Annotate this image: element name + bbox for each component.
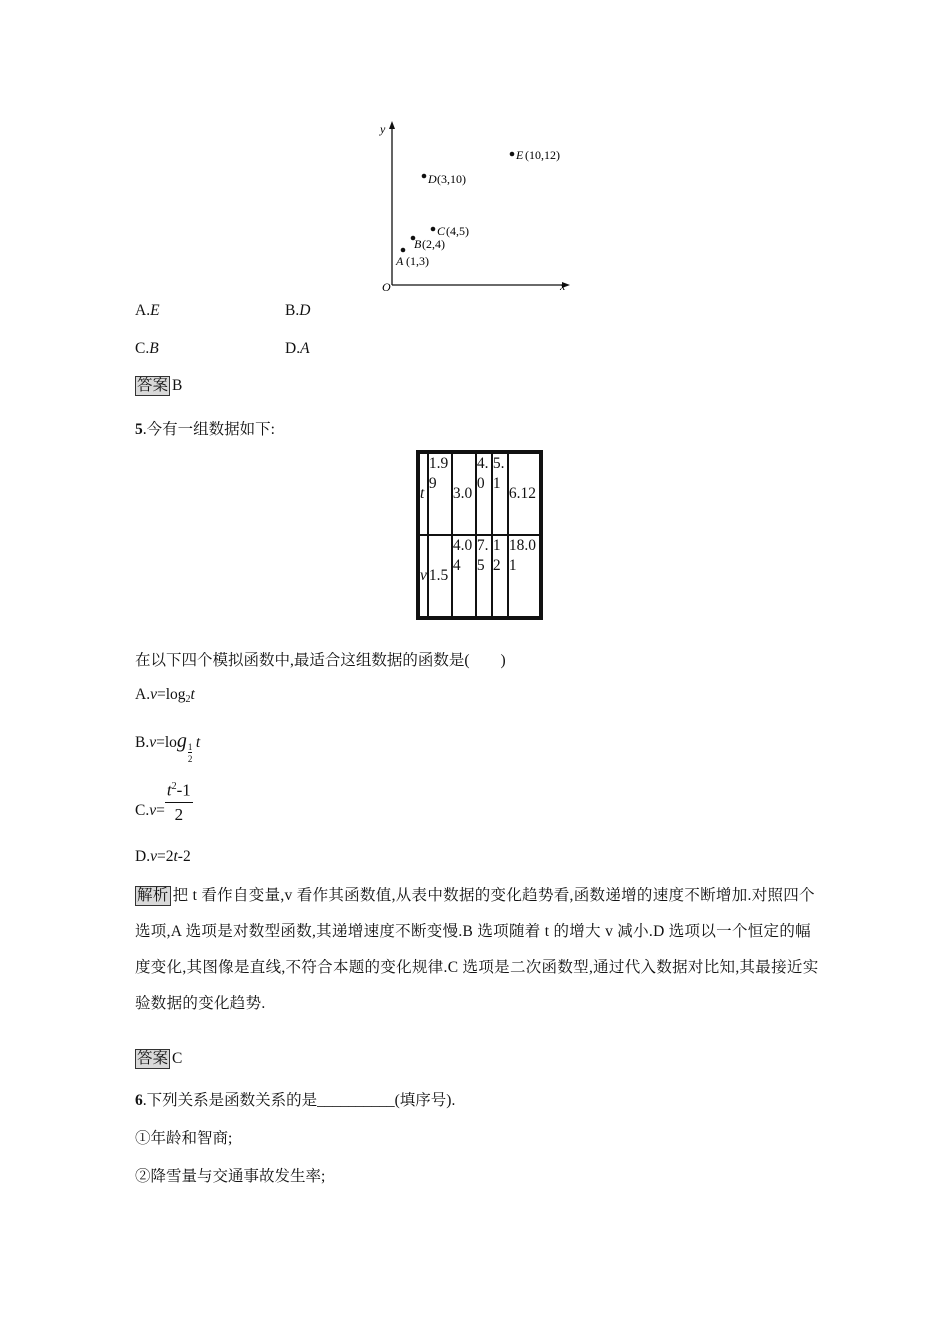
question-number: 6 <box>135 1092 143 1109</box>
table-cell: 4.0 <box>476 452 492 535</box>
point-a-name: A <box>396 254 404 268</box>
y-axis-arrow <box>389 121 395 129</box>
table-cell: 1.5 <box>428 535 452 618</box>
option-text: =2 <box>156 848 174 865</box>
q4-option-a <box>135 302 160 320</box>
q5-stem <box>135 417 275 439</box>
option-value: B <box>149 340 159 357</box>
q6-item-1: ①年龄和智商; <box>135 1130 233 1147</box>
option-letter: A. <box>135 686 151 703</box>
q4-answer <box>135 376 182 396</box>
option-letter: A. <box>135 302 151 319</box>
q5-answer <box>135 1049 182 1069</box>
table-cell: 3.0 <box>452 452 476 535</box>
var-v: v <box>150 686 157 703</box>
table-row <box>418 452 541 535</box>
log-base: 2 <box>185 694 191 705</box>
point-a-coords: (1,3) <box>406 254 429 268</box>
option-letter: C. <box>135 340 150 357</box>
option-letter: B. <box>135 734 150 751</box>
q5-question: 在以下四个模拟函数中,最适合这组数据的函数是( ) <box>135 652 506 669</box>
point-e-name: E <box>516 148 524 162</box>
numerator-rest: -1 <box>176 780 191 800</box>
q4-option-d <box>285 340 310 358</box>
q5-option-c <box>135 780 193 837</box>
table-row <box>418 535 541 618</box>
option-text-g: g <box>176 730 187 752</box>
option-value: A <box>300 340 310 357</box>
table-cell: 12 <box>492 535 508 618</box>
var-t: t <box>190 686 195 703</box>
answer-value: B <box>172 377 183 394</box>
q5-option-a <box>135 686 195 705</box>
origin-label: O <box>382 280 391 294</box>
table-cell: 4.04 <box>452 535 476 618</box>
option-text: =log <box>156 686 186 703</box>
var-t: t <box>195 734 201 751</box>
point-b-coords: (2,4) <box>422 237 445 251</box>
point-c-coords: (4,5) <box>446 224 469 238</box>
y-axis-label: y <box>380 122 386 136</box>
table-cell: v <box>418 535 428 618</box>
option-letter: D. <box>135 848 151 865</box>
fraction-numerator <box>165 776 193 803</box>
question-text: .今有一组数据如下: <box>142 421 275 438</box>
q4-option-b <box>285 302 310 320</box>
table-cell: t <box>418 452 428 535</box>
table-cell: 7.5 <box>476 535 492 618</box>
answer-tag: 答案 <box>137 377 169 394</box>
point-d-coords: (3,10) <box>437 172 466 186</box>
q6-stem <box>135 1088 455 1110</box>
q6-item-2: ②降雪量与交通事故发生率; <box>135 1168 326 1185</box>
fraction <box>165 776 193 827</box>
option-value: E <box>150 302 160 319</box>
table-cell: 6.12 <box>508 452 541 535</box>
data-table <box>416 450 543 620</box>
var-v: v <box>149 801 157 819</box>
point-e-coords: (10,12) <box>525 148 560 162</box>
question-text: .下列关系是函数关系的是__________(填序号). <box>142 1092 456 1109</box>
analysis-text: 把 t 看作自变量,v 看作其函数值,从表中数据的变化趋势看,函数递增的速度不断增加.对照四个选项,A 选项是对数型函数,其递增速度不断变慢.B 选项随着 t 的增大 v 减小.D 选项以一个恒定的幅度变化,其图像是直线,不符合本题的变化规律.C 选项是二次函数型,通过代入数据对比知,其最接近实验数据的变化趋势. <box>135 887 819 1012</box>
option-text: -2 <box>177 848 191 865</box>
q4-option-c <box>135 340 159 358</box>
point-c-name: C <box>437 224 446 238</box>
point-a <box>401 248 406 253</box>
point-b-name: B <box>414 237 422 251</box>
option-letter: D. <box>285 340 301 357</box>
q5-analysis <box>135 878 825 1022</box>
option-text: = <box>156 801 165 819</box>
var-v: v <box>149 734 157 751</box>
exponent: 2 <box>171 781 177 792</box>
option-letter: C. <box>135 801 150 819</box>
answer-tag: 答案 <box>137 1050 169 1067</box>
q5-option-b <box>135 730 201 764</box>
table-cell: 1.99 <box>428 452 452 535</box>
option-text: =lo <box>156 734 177 751</box>
table-cell: 18.01 <box>508 535 541 618</box>
fraction-denominator: 2 <box>174 804 184 824</box>
option-value: D <box>299 302 311 319</box>
q5-option-d <box>135 848 191 866</box>
point-d <box>422 174 427 179</box>
point-c <box>431 227 436 232</box>
answer-value: C <box>172 1050 183 1067</box>
var-t: t <box>166 780 172 800</box>
scatter-graph <box>370 115 580 295</box>
table-cell: 5.1 <box>492 452 508 535</box>
base-numerator: 1 <box>187 742 193 752</box>
x-axis-label: x <box>560 279 566 293</box>
option-letter: B. <box>285 302 300 319</box>
log-base-fraction <box>187 737 196 764</box>
var-v: v <box>150 848 157 865</box>
analysis-tag: 解析 <box>137 887 169 904</box>
point-e <box>510 152 515 157</box>
question-number: 5 <box>135 421 143 438</box>
base-denominator: 2 <box>187 754 193 764</box>
var-t: t <box>173 848 178 865</box>
point-d-name: D <box>428 172 437 186</box>
